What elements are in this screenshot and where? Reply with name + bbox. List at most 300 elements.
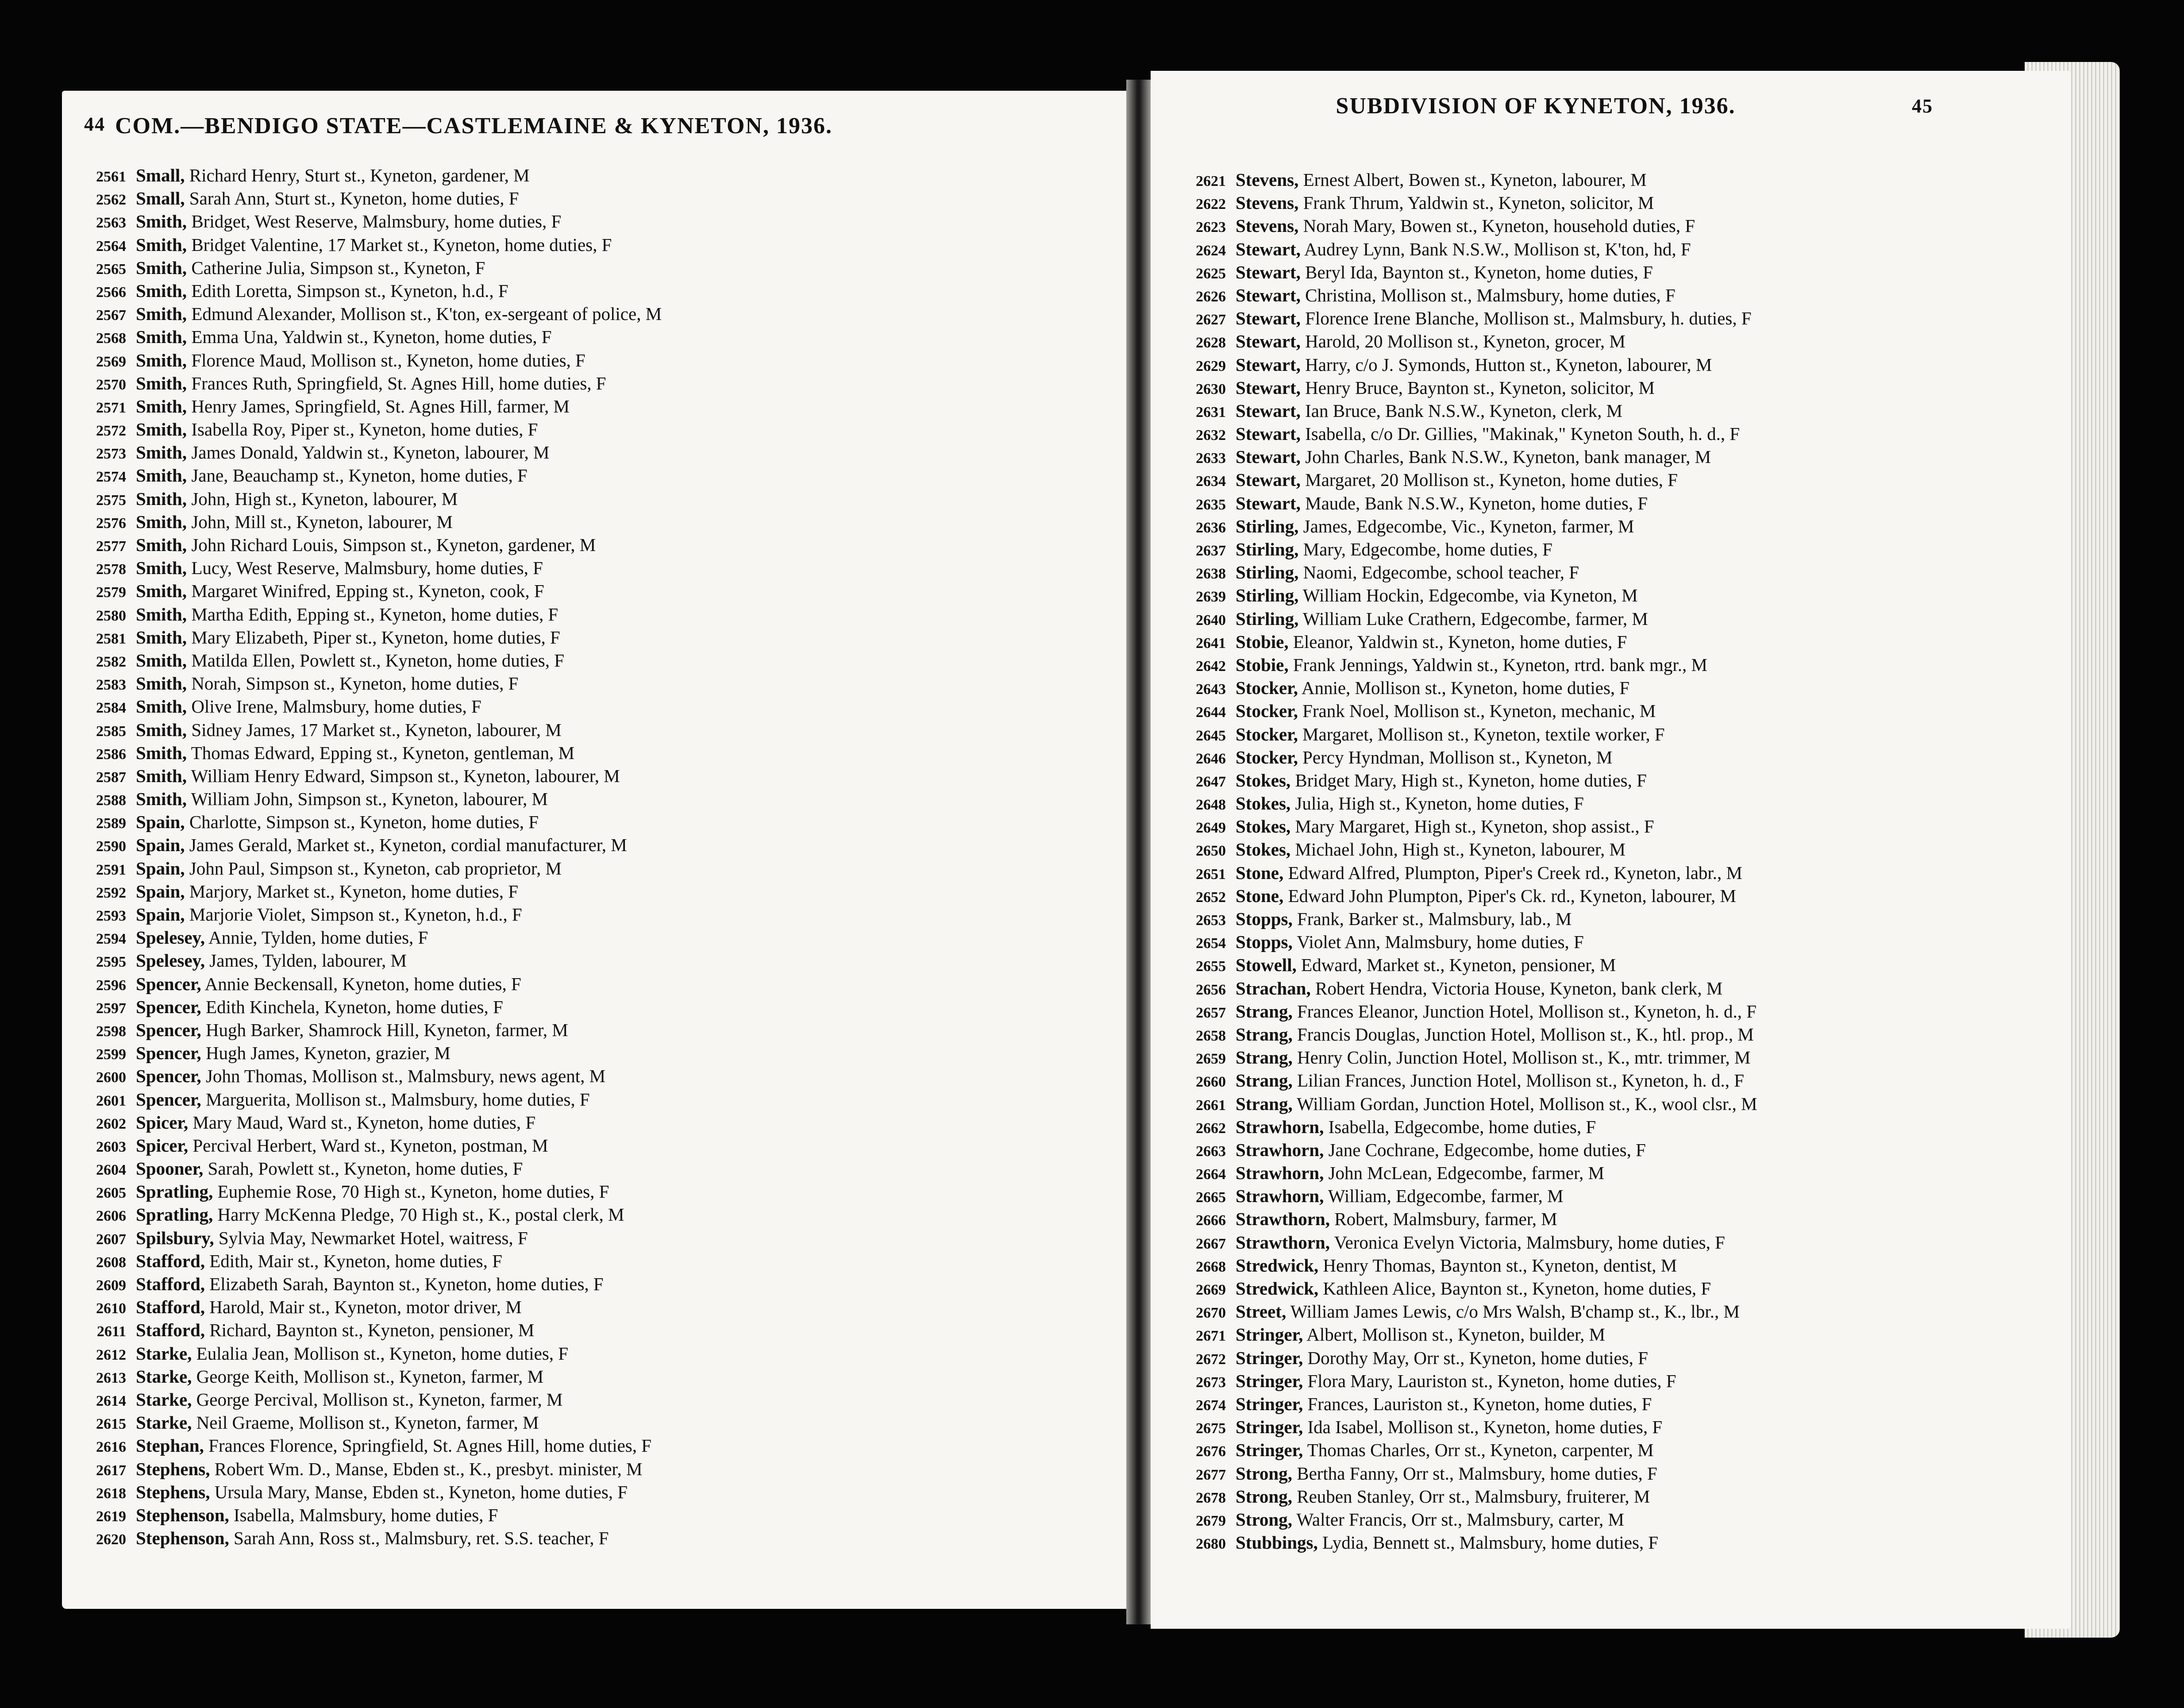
elector-details: Sarah Ann, Ross st., Malmsbury, ret. S.S. teacher, F	[229, 1528, 609, 1549]
elector-number: 2569	[96, 353, 126, 370]
elector-details: Richard, Baynton st., Kyneton, pensioner, M	[205, 1320, 535, 1341]
elector-details: Frank Noel, Mollison st., Kyneton, mechanic, M	[1298, 701, 1656, 721]
elector-surname: Spencer,	[136, 1019, 201, 1040]
elector-number: 2590	[96, 838, 126, 855]
elector-entry	[62, 1226, 1126, 1249]
elector-details: Olive Irene, Malmsbury, home duties, F	[187, 696, 481, 717]
elector-details: Percy Hyndman, Mollison st., Kyneton, M	[1298, 747, 1613, 767]
elector-entry	[1151, 468, 2071, 491]
elector-number: 2669	[1196, 1282, 1226, 1298]
elector-surname: Stewart,	[1236, 239, 1301, 259]
elector-details: Margaret, Mollison st., Kyneton, textile worker, F	[1298, 724, 1665, 744]
elector-entry	[62, 1504, 1126, 1527]
elector-number: 2617	[96, 1462, 126, 1479]
elector-details: Hugh James, Kyneton, grazier, M	[201, 1043, 451, 1064]
elector-details: William Luke Crathern, Edgecombe, farmer, M	[1298, 608, 1648, 629]
elector-number: 2632	[1196, 427, 1226, 444]
elector-details: John, High st., Kyneton, labourer, M	[187, 488, 458, 509]
elector-details: Bertha Fanny, Orr st., Malmsbury, home duties, F	[1292, 1463, 1657, 1484]
elector-entry	[1151, 307, 2071, 330]
elector-entry	[1151, 492, 2071, 515]
elector-number: 2644	[1196, 704, 1226, 721]
elector-surname: Spain,	[136, 904, 185, 925]
left-page-title: COM.—BENDIGO STATE—CASTLEMAINE & KYNETON, 1936.	[115, 113, 832, 139]
elector-surname: Smith,	[136, 535, 187, 555]
elector-number: 2564	[96, 238, 126, 254]
elector-number: 2672	[1196, 1351, 1226, 1368]
elector-surname: Stewart,	[1236, 377, 1301, 398]
elector-entry	[1151, 538, 2071, 561]
elector-surname: Stafford,	[136, 1274, 205, 1294]
elector-surname: Starke,	[136, 1366, 192, 1387]
elector-surname: Stirling,	[1236, 608, 1299, 629]
elector-entry	[62, 1272, 1126, 1295]
elector-entry	[62, 1111, 1126, 1134]
elector-entry	[62, 995, 1126, 1018]
elector-surname: Smith,	[136, 488, 187, 509]
elector-details: Frances Florence, Springfield, St. Agnes Hill, home duties, F	[204, 1435, 652, 1456]
elector-entry	[1151, 1231, 2071, 1254]
elector-entry	[62, 718, 1126, 741]
elector-details: Mary Margaret, High st., Kyneton, shop assist., F	[1290, 816, 1654, 837]
elector-number: 2598	[96, 1023, 126, 1040]
elector-surname: Stringer,	[1236, 1370, 1303, 1391]
elector-surname: Smith,	[136, 442, 187, 463]
elector-entry	[1151, 1531, 2071, 1554]
elector-number: 2600	[96, 1069, 126, 1086]
elector-number: 2574	[96, 469, 126, 486]
elector-number: 2639	[1196, 589, 1226, 605]
elector-details: Harold, 20 Mollison st., Kyneton, grocer, M	[1300, 331, 1625, 352]
elector-number: 2603	[96, 1138, 126, 1155]
elector-entry	[62, 741, 1126, 764]
elector-number: 2646	[1196, 750, 1226, 767]
elector-surname: Spelesey,	[136, 950, 205, 971]
elector-details: Edward John Plumpton, Piper's Ck. rd., Kyneton, labourer, M	[1283, 885, 1736, 906]
elector-entry	[62, 1319, 1126, 1342]
elector-number: 2635	[1196, 496, 1226, 513]
elector-entry	[1151, 1184, 2071, 1207]
elector-entry	[1151, 723, 2071, 746]
elector-number: 2589	[96, 815, 126, 832]
elector-surname: Stafford,	[136, 1297, 205, 1318]
elector-number: 2641	[1196, 635, 1226, 652]
elector-number: 2649	[1196, 820, 1226, 837]
elector-details: John McLean, Edgecombe, farmer, M	[1324, 1163, 1604, 1184]
elector-number: 2657	[1196, 1004, 1226, 1021]
elector-surname: Stewart,	[1236, 470, 1301, 490]
elector-entry	[1151, 284, 2071, 307]
elector-details: Annie, Mollison st., Kyneton, home duties, F	[1298, 678, 1630, 698]
right-page	[1151, 71, 2071, 1629]
elector-surname: Spilsbury,	[136, 1227, 214, 1248]
elector-surname: Spencer,	[136, 1089, 201, 1110]
elector-surname: Strawhorn,	[1236, 1139, 1324, 1160]
elector-number: 2568	[96, 330, 126, 347]
elector-details: Bridget, West Reserve, Malmsbury, home duties, F	[187, 211, 562, 232]
elector-number: 2675	[1196, 1420, 1226, 1437]
elector-surname: Smith,	[136, 419, 187, 440]
elector-surname: Stevens,	[1236, 193, 1299, 213]
elector-details: Henry James, Springfield, St. Agnes Hill, farmer, M	[187, 396, 570, 416]
elector-number: 2596	[96, 977, 126, 994]
elector-entry	[1151, 584, 2071, 607]
elector-surname: Smith,	[136, 742, 187, 763]
elector-entry	[62, 672, 1126, 695]
elector-number: 2660	[1196, 1074, 1226, 1091]
elector-number: 2623	[1196, 219, 1226, 236]
elector-number: 2626	[1196, 288, 1226, 305]
elector-entry	[62, 880, 1126, 903]
elector-surname: Stobie,	[1236, 631, 1289, 652]
elector-surname: Strang,	[1236, 1001, 1293, 1022]
elector-entry	[1151, 1069, 2071, 1092]
elector-surname: Strawthorn,	[1236, 1232, 1330, 1253]
elector-entry	[62, 1481, 1126, 1504]
elector-details: William Gordan, Junction Hotel, Mollison st., K., wool clsr., M	[1292, 1093, 1757, 1114]
elector-entry	[1151, 630, 2071, 653]
elector-surname: Strang,	[1236, 1047, 1293, 1068]
elector-entry	[62, 833, 1126, 856]
elector-surname: Spain,	[136, 881, 185, 902]
elector-entry	[1151, 168, 2071, 191]
elector-surname: Spooner,	[136, 1158, 204, 1179]
elector-number: 2608	[96, 1254, 126, 1271]
elector-entry	[62, 302, 1126, 325]
elector-surname: Strong,	[1236, 1463, 1292, 1484]
elector-number: 2586	[96, 746, 126, 763]
elector-surname: Stirling,	[1236, 539, 1299, 559]
elector-number: 2677	[1196, 1466, 1226, 1483]
elector-entry	[1151, 353, 2071, 376]
elector-details: Henry Colin, Junction Hotel, Mollison st., K., mtr. trimmer, M	[1292, 1047, 1751, 1068]
elector-surname: Street,	[1236, 1301, 1287, 1322]
elector-entry	[1151, 1254, 2071, 1277]
elector-surname: Smith,	[136, 604, 187, 625]
elector-surname: Smith,	[136, 789, 187, 810]
elector-entry	[62, 579, 1126, 602]
elector-number: 2630	[1196, 381, 1226, 397]
elector-entry	[62, 533, 1126, 556]
elector-surname: Stowell,	[1236, 955, 1297, 975]
elector-surname: Stringer,	[1236, 1417, 1303, 1438]
elector-details: Mary, Edgecombe, home duties, F	[1298, 539, 1552, 559]
elector-number: 2567	[96, 307, 126, 324]
elector-details: Reuben Stanley, Orr st., Malmsbury, fruiterer, M	[1292, 1486, 1650, 1507]
elector-number: 2636	[1196, 519, 1226, 536]
elector-entry	[62, 1064, 1126, 1087]
elector-surname: Stokes,	[1236, 839, 1291, 860]
elector-entry	[1151, 907, 2071, 930]
elector-number: 2611	[96, 1323, 126, 1340]
elector-number: 2674	[1196, 1397, 1226, 1414]
elector-number: 2602	[96, 1115, 126, 1132]
elector-details: Thomas Edward, Epping st., Kyneton, gentleman, M	[187, 742, 575, 763]
elector-details: Isabella, c/o Dr. Gillies, "Makinak," Kyneton South, h. d., F	[1300, 424, 1740, 444]
elector-entry	[62, 1018, 1126, 1041]
elector-details: Margaret Winifred, Epping st., Kyneton, cook, F	[187, 581, 544, 601]
elector-number: 2670	[1196, 1305, 1226, 1322]
elector-number: 2616	[96, 1439, 126, 1456]
elector-surname: Stephenson,	[136, 1504, 229, 1525]
elector-number: 2561	[96, 169, 126, 185]
elector-number: 2638	[1196, 566, 1226, 582]
right-entry-list	[1151, 168, 2071, 1554]
elector-entry	[1151, 746, 2071, 769]
elector-number: 2615	[96, 1416, 126, 1433]
elector-details: Albert, Mollison st., Kyneton, builder, M	[1303, 1324, 1606, 1345]
elector-details: Eulalia Jean, Mollison st., Kyneton, home duties, F	[192, 1343, 569, 1364]
elector-details: Hugh Barker, Shamrock Hill, Kyneton, farmer, M	[201, 1019, 568, 1040]
elector-number: 2648	[1196, 797, 1226, 814]
elector-number: 2575	[96, 492, 126, 509]
elector-number: 2628	[1196, 335, 1226, 351]
elector-surname: Stocker,	[1236, 747, 1298, 767]
elector-entry	[62, 1088, 1126, 1111]
elector-number: 2562	[96, 192, 126, 208]
elector-number: 2647	[1196, 773, 1226, 790]
elector-details: Marjory, Market st., Kyneton, home duties, F	[185, 881, 519, 902]
elector-surname: Smith,	[136, 650, 187, 671]
elector-details: Jane, Beauchamp st., Kyneton, home duties, F	[187, 465, 528, 486]
elector-surname: Spicer,	[136, 1112, 189, 1133]
elector-details: Elizabeth Sarah, Baynton st., Kyneton, home duties, F	[205, 1274, 604, 1294]
elector-details: Thomas Charles, Orr st., Kyneton, carpenter, M	[1303, 1440, 1654, 1461]
elector-number: 2595	[96, 954, 126, 971]
elector-details: Sidney James, 17 Market st., Kyneton, labourer, M	[187, 719, 562, 740]
elector-details: Bridget Valentine, 17 Market st., Kyneton, home duties, F	[187, 234, 612, 255]
elector-entry	[1151, 699, 2071, 722]
elector-details: Ida Isabel, Mollison st., Kyneton, home duties, F	[1303, 1417, 1663, 1438]
elector-number: 2583	[96, 677, 126, 694]
elector-surname: Stone,	[1236, 862, 1284, 883]
elector-details: Jane Cochrane, Edgecombe, home duties, F	[1324, 1139, 1646, 1160]
elector-details: Bridget Mary, High st., Kyneton, home duties, F	[1290, 770, 1647, 790]
elector-surname: Strawhorn,	[1236, 1186, 1324, 1207]
elector-surname: Stewart,	[1236, 424, 1301, 444]
elector-entry	[1151, 1369, 2071, 1392]
elector-entry	[62, 395, 1126, 418]
elector-surname: Strong,	[1236, 1509, 1292, 1530]
elector-details: James, Tylden, labourer, M	[205, 950, 407, 971]
elector-number: 2640	[1196, 612, 1226, 628]
elector-entry	[1151, 769, 2071, 792]
elector-number: 2601	[96, 1092, 126, 1109]
elector-details: Michael John, High st., Kyneton, labourer, M	[1290, 839, 1625, 860]
elector-details: Matilda Ellen, Powlett st., Kyneton, home duties, F	[187, 650, 565, 671]
elector-number: 2663	[1196, 1143, 1226, 1160]
elector-surname: Smith,	[136, 765, 187, 786]
elector-details: Mary Maud, Ward st., Kyneton, home duties, F	[188, 1112, 536, 1133]
elector-surname: Spratling,	[136, 1181, 213, 1202]
elector-number: 2656	[1196, 981, 1226, 998]
elector-entry	[62, 1365, 1126, 1388]
elector-details: Frances, Lauriston st., Kyneton, home duties, F	[1303, 1393, 1652, 1414]
elector-entry	[62, 1457, 1126, 1481]
elector-details: Dorothy May, Orr st., Kyneton, home duties, F	[1303, 1347, 1648, 1368]
elector-entry	[1151, 1138, 2071, 1161]
elector-entry	[1151, 1115, 2071, 1138]
elector-surname: Stevens,	[1236, 170, 1299, 190]
elector-details: George Percival, Mollison st., Kyneton, farmer, M	[192, 1389, 563, 1410]
elector-surname: Stredwick,	[1236, 1278, 1319, 1299]
elector-surname: Smith,	[136, 280, 187, 301]
elector-entry	[62, 1249, 1126, 1272]
elector-number: 2565	[96, 261, 126, 278]
elector-details: Euphemie Rose, 70 High st., Kyneton, home duties, F	[213, 1181, 609, 1202]
elector-entry	[1151, 792, 2071, 815]
elector-entry	[1151, 977, 2071, 1000]
elector-entry	[1151, 445, 2071, 468]
elector-number: 2566	[96, 284, 126, 301]
elector-number: 2609	[96, 1277, 126, 1294]
elector-surname: Stringer,	[1236, 1393, 1303, 1414]
elector-details: Edward, Market st., Kyneton, pensioner, M	[1296, 955, 1616, 975]
elector-details: Ian Bruce, Bank N.S.W., Kyneton, clerk, M	[1300, 400, 1623, 421]
elector-number: 2578	[96, 561, 126, 578]
elector-number: 2604	[96, 1162, 126, 1179]
elector-entry	[1151, 930, 2071, 953]
elector-entry	[1151, 1346, 2071, 1369]
elector-number: 2665	[1196, 1189, 1226, 1206]
elector-entry	[62, 187, 1126, 210]
elector-entry	[1151, 861, 2071, 884]
elector-details: Maude, Bank N.S.W., Kyneton, home duties, F	[1300, 493, 1648, 513]
elector-entry	[1151, 1046, 2071, 1069]
elector-details: Harry McKenna Pledge, 70 High st., K., postal clerk, M	[213, 1204, 624, 1225]
elector-entry	[62, 441, 1126, 464]
elector-surname: Stewart,	[1236, 447, 1301, 467]
elector-details: Lilian Frances, Junction Hotel, Mollison st., Kyneton, h. d., F	[1292, 1070, 1745, 1091]
elector-surname: Stewart,	[1236, 331, 1301, 352]
elector-surname: Smith,	[136, 257, 187, 278]
elector-details: Marguerita, Mollison st., Malmsbury, home duties, F	[201, 1089, 590, 1110]
elector-number: 2597	[96, 1000, 126, 1017]
right-page-header	[1151, 93, 1933, 119]
elector-surname: Stopps,	[1236, 932, 1293, 952]
elector-number: 2570	[96, 376, 126, 393]
elector-entry	[62, 418, 1126, 441]
elector-surname: Smith,	[136, 211, 187, 232]
elector-number: 2667	[1196, 1235, 1226, 1252]
elector-details: Violet Ann, Malmsbury, home duties, F	[1292, 932, 1584, 952]
elector-number: 2579	[96, 584, 126, 601]
elector-details: Harry, c/o J. Symonds, Hutton st., Kyneton, labourer, M	[1300, 354, 1712, 375]
elector-details: Francis Douglas, Junction Hotel, Mollison st., K., htl. prop., M	[1292, 1024, 1754, 1045]
elector-surname: Stringer,	[1236, 1347, 1303, 1368]
elector-details: Edith Kinchela, Kyneton, home duties, F	[201, 996, 503, 1017]
elector-surname: Stephens,	[136, 1481, 210, 1502]
elector-details: Robert Hendra, Victoria House, Kyneton, bank clerk, M	[1310, 978, 1723, 999]
elector-number: 2614	[96, 1392, 126, 1409]
elector-surname: Strawthorn,	[1236, 1209, 1330, 1230]
elector-surname: Stewart,	[1236, 262, 1301, 282]
elector-entry	[62, 1134, 1126, 1157]
elector-number: 2621	[1196, 173, 1226, 189]
elector-surname: Strong,	[1236, 1486, 1292, 1507]
elector-entry	[62, 510, 1126, 533]
elector-entry	[1151, 1092, 2071, 1115]
elector-details: Robert Wm. D., Manse, Ebden st., K., presbyt. minister, M	[210, 1458, 643, 1479]
elector-number: 2620	[96, 1531, 126, 1548]
elector-surname: Stewart,	[1236, 400, 1301, 421]
elector-details: Flora Mary, Lauriston st., Kyneton, home duties, F	[1303, 1370, 1676, 1391]
elector-details: George Keith, Mollison st., Kyneton, farmer, M	[192, 1366, 544, 1387]
elector-details: Neil Graeme, Mollison st., Kyneton, farmer, M	[192, 1412, 539, 1433]
elector-surname: Strawhorn,	[1236, 1116, 1324, 1137]
elector-surname: Strang,	[1236, 1093, 1293, 1114]
elector-surname: Smith,	[136, 558, 187, 578]
elector-surname: Spencer,	[136, 973, 201, 994]
elector-details: William Hockin, Edgecombe, via Kyneton, M	[1298, 585, 1638, 606]
elector-entry	[62, 1434, 1126, 1457]
elector-number: 2676	[1196, 1443, 1226, 1460]
elector-details: John Richard Louis, Simpson st., Kyneton, gardener, M	[187, 535, 596, 555]
elector-entry	[1151, 1207, 2071, 1230]
elector-entry	[62, 233, 1126, 256]
elector-number: 2591	[96, 861, 126, 878]
elector-entry	[1151, 515, 2071, 538]
elector-entry	[62, 695, 1126, 718]
elector-number: 2654	[1196, 935, 1226, 952]
elector-details: Florence Maud, Mollison st., Kyneton, home duties, F	[187, 350, 585, 370]
elector-surname: Stringer,	[1236, 1324, 1303, 1345]
elector-details: Emma Una, Yaldwin st., Kyneton, home duties, F	[187, 327, 552, 347]
elector-entry	[1151, 1161, 2071, 1184]
elector-number: 2584	[96, 700, 126, 717]
elector-number: 2658	[1196, 1027, 1226, 1044]
elector-entry	[1151, 238, 2071, 261]
elector-number: 2673	[1196, 1374, 1226, 1391]
elector-surname: Smith,	[136, 511, 187, 532]
elector-number: 2593	[96, 908, 126, 924]
elector-details: Norah, Simpson st., Kyneton, home duties, F	[187, 673, 519, 694]
elector-number: 2642	[1196, 658, 1226, 675]
elector-details: Ursula Mary, Manse, Ebden st., Kyneton, home duties, F	[210, 1481, 628, 1502]
elector-number: 2585	[96, 723, 126, 740]
elector-number: 2661	[1196, 1097, 1226, 1114]
elector-surname: Stirling,	[1236, 585, 1299, 606]
elector-entry	[62, 279, 1126, 302]
elector-surname: Starke,	[136, 1412, 192, 1433]
elector-entry	[62, 626, 1126, 649]
elector-details: Walter Francis, Orr st., Malmsbury, carter, M	[1292, 1509, 1624, 1530]
elector-number: 2610	[96, 1300, 126, 1317]
elector-entry	[62, 972, 1126, 995]
elector-entry	[62, 1295, 1126, 1319]
elector-entry	[1151, 1485, 2071, 1508]
elector-surname: Stewart,	[1236, 493, 1301, 513]
elector-number: 2572	[96, 423, 126, 440]
elector-surname: Spencer,	[136, 996, 201, 1017]
elector-number: 2645	[1196, 727, 1226, 744]
elector-entry	[62, 464, 1126, 487]
elector-entry	[1151, 561, 2071, 584]
elector-number: 2650	[1196, 843, 1226, 860]
elector-details: Edith Loretta, Simpson st., Kyneton, h.d., F	[187, 280, 508, 301]
elector-surname: Stewart,	[1236, 285, 1301, 305]
elector-entry	[62, 603, 1126, 626]
elector-number: 2563	[96, 215, 126, 231]
elector-entry	[62, 1342, 1126, 1365]
elector-entry	[1151, 1000, 2071, 1023]
elector-surname: Smith,	[136, 234, 187, 255]
elector-surname: Strang,	[1236, 1070, 1293, 1091]
elector-number: 2605	[96, 1185, 126, 1202]
elector-details: Isabella, Malmsbury, home duties, F	[229, 1504, 498, 1525]
elector-surname: Stocker,	[1236, 724, 1298, 744]
elector-entry	[62, 349, 1126, 372]
